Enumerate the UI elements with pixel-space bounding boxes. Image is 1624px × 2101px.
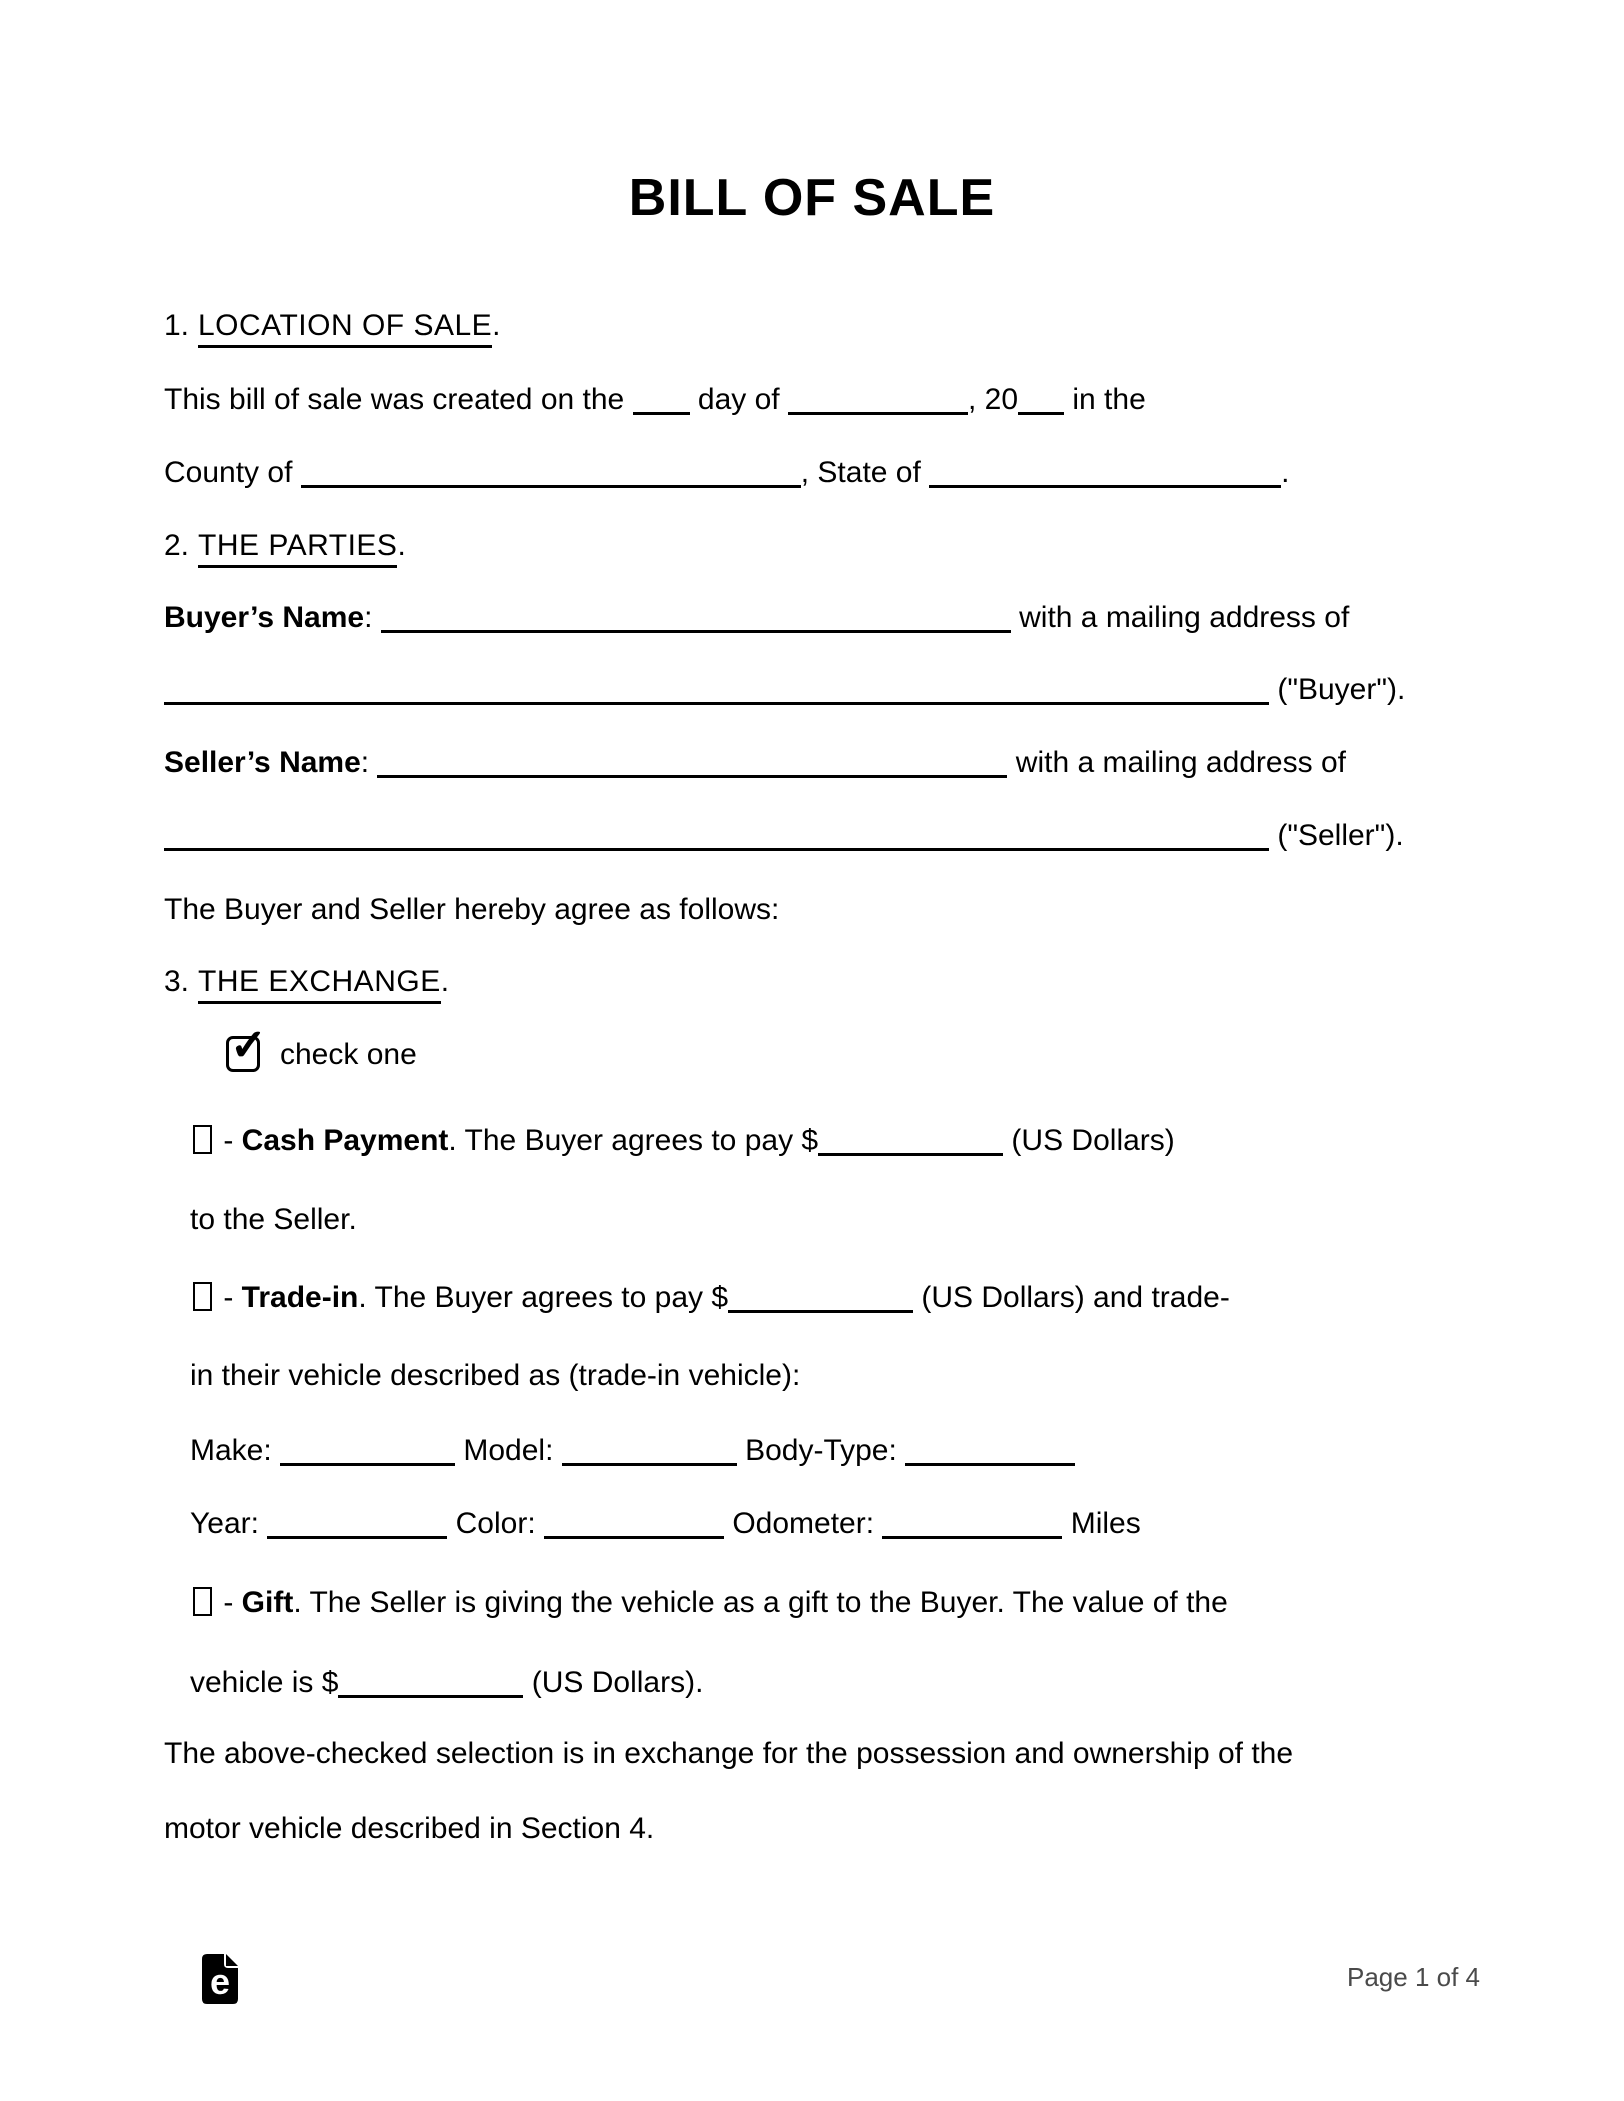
text: : [364,601,381,634]
heading-text: LOCATION OF SALE [198,309,492,348]
make-blank[interactable] [280,1463,455,1466]
text: - [215,1124,242,1157]
text: with a mailing address of [1010,601,1350,634]
buyer-name-blank[interactable] [381,630,1011,633]
buyer-address-line [164,671,1405,709]
text: . The Buyer agrees to pay $ [358,1281,729,1314]
cash-amount-blank[interactable] [818,1153,1003,1156]
seller-address-line [164,817,1404,855]
section-3-heading [164,963,449,1001]
text: ("Buyer"). [1269,673,1406,706]
color-blank[interactable] [544,1536,724,1539]
text: Model: [455,1434,562,1467]
trade-in-line-2 [190,1357,800,1395]
cash-payment-line [190,1122,1175,1160]
text: Make: [190,1434,281,1467]
text: (US Dollars). [523,1666,704,1699]
text: This bill of sale was created on the [164,383,633,416]
heading-text: THE EXCHANGE [198,965,441,1004]
bold-text: Buyer’s Name [164,601,365,634]
day-blank[interactable] [633,412,690,415]
bold-text: Gift [241,1586,294,1619]
text: vehicle is $ [190,1666,339,1699]
trade-in-amount-blank[interactable] [728,1310,913,1313]
state-blank[interactable] [929,485,1281,488]
document-page-glyph [202,1954,238,2004]
text: Color: [447,1507,544,1540]
heading-period: . [440,965,450,998]
buyer-name-line [164,599,1349,637]
text: , State of [800,456,930,489]
text: Miles [1062,1507,1141,1540]
text: in the [1064,383,1146,416]
cash-payment-line-2 [190,1201,357,1239]
text: Odometer: [724,1507,883,1540]
document-title: BILL OF SALE [628,169,996,227]
gift-line-2 [190,1664,703,1702]
date-line [164,381,1146,419]
vehicle-make-line [190,1432,1075,1470]
month-blank[interactable] [788,412,968,415]
text: . [1281,456,1290,489]
check-one-line [226,1021,417,1074]
text: to the Seller. [190,1203,357,1236]
text: with a mailing address of [1007,746,1346,779]
exchange-closing-line-2 [164,1810,654,1848]
gift-amount-blank[interactable] [338,1695,523,1698]
seller-address-blank[interactable] [164,848,1269,851]
eforms-logo-icon [202,1954,238,2004]
heading-period: . [492,309,501,342]
text: motor vehicle described in Section 4. [164,1812,655,1845]
text: Year: [190,1507,268,1540]
model-blank[interactable] [562,1463,737,1466]
text: in their vehicle described as (trade-in vehicle): [190,1359,801,1392]
section-2-heading [164,527,406,565]
vehicle-year-line [190,1505,1141,1543]
text: , 20 [967,383,1019,416]
text: County of [164,456,301,489]
heading-number: 1. [164,309,190,342]
heading-number: 2. [164,529,190,562]
text: day of [689,383,788,416]
text: . The Buyer agrees to pay $ [448,1124,819,1157]
county-state-line [164,454,1290,492]
bold-text: Trade-in [241,1281,359,1314]
logo-letter: e [210,1961,231,2002]
text: - [215,1586,242,1619]
text: ("Seller"). [1269,819,1404,852]
text: (US Dollars) and trade- [913,1281,1230,1314]
year-field-blank[interactable] [267,1536,447,1539]
trade-in-checkbox[interactable] [193,1282,212,1311]
text: The Buyer and Seller hereby agree as follows: [164,893,780,926]
section-1-heading [164,307,501,345]
text: check one [280,1038,417,1071]
body-type-blank[interactable] [905,1463,1075,1466]
text: - [215,1281,242,1314]
seller-name-blank[interactable] [377,775,1007,778]
year-blank[interactable] [1018,412,1064,415]
odometer-blank[interactable] [882,1536,1062,1539]
exchange-closing-line [164,1735,1293,1773]
text: . The Seller is giving the vehicle as a gift to the Buyer. The value of the [293,1586,1228,1619]
gift-line [190,1584,1228,1622]
text: The above-checked selection is in exchange for the possession and ownership of the [164,1737,1294,1770]
heading-period: . [397,529,406,562]
cash-payment-checkbox[interactable] [193,1125,212,1154]
seller-name-line [164,744,1346,782]
text: (US Dollars) [1003,1124,1175,1157]
text: : [360,746,378,779]
gift-checkbox[interactable] [193,1587,212,1616]
check-icon: ✓ [230,1021,267,1070]
bold-text: Seller’s Name [164,746,361,779]
county-blank[interactable] [301,485,801,488]
trade-in-line [190,1279,1230,1317]
page-number-label: Page 1 of 4 [1347,1962,1480,1992]
text: Body-Type: [736,1434,906,1467]
heading-text: THE PARTIES [198,529,397,568]
buyer-address-blank[interactable] [164,702,1269,705]
bold-text: Cash Payment [241,1124,449,1157]
check-one-checkbox[interactable] [226,1021,267,1072]
agreement-line [164,891,779,929]
heading-number: 3. [164,965,190,998]
